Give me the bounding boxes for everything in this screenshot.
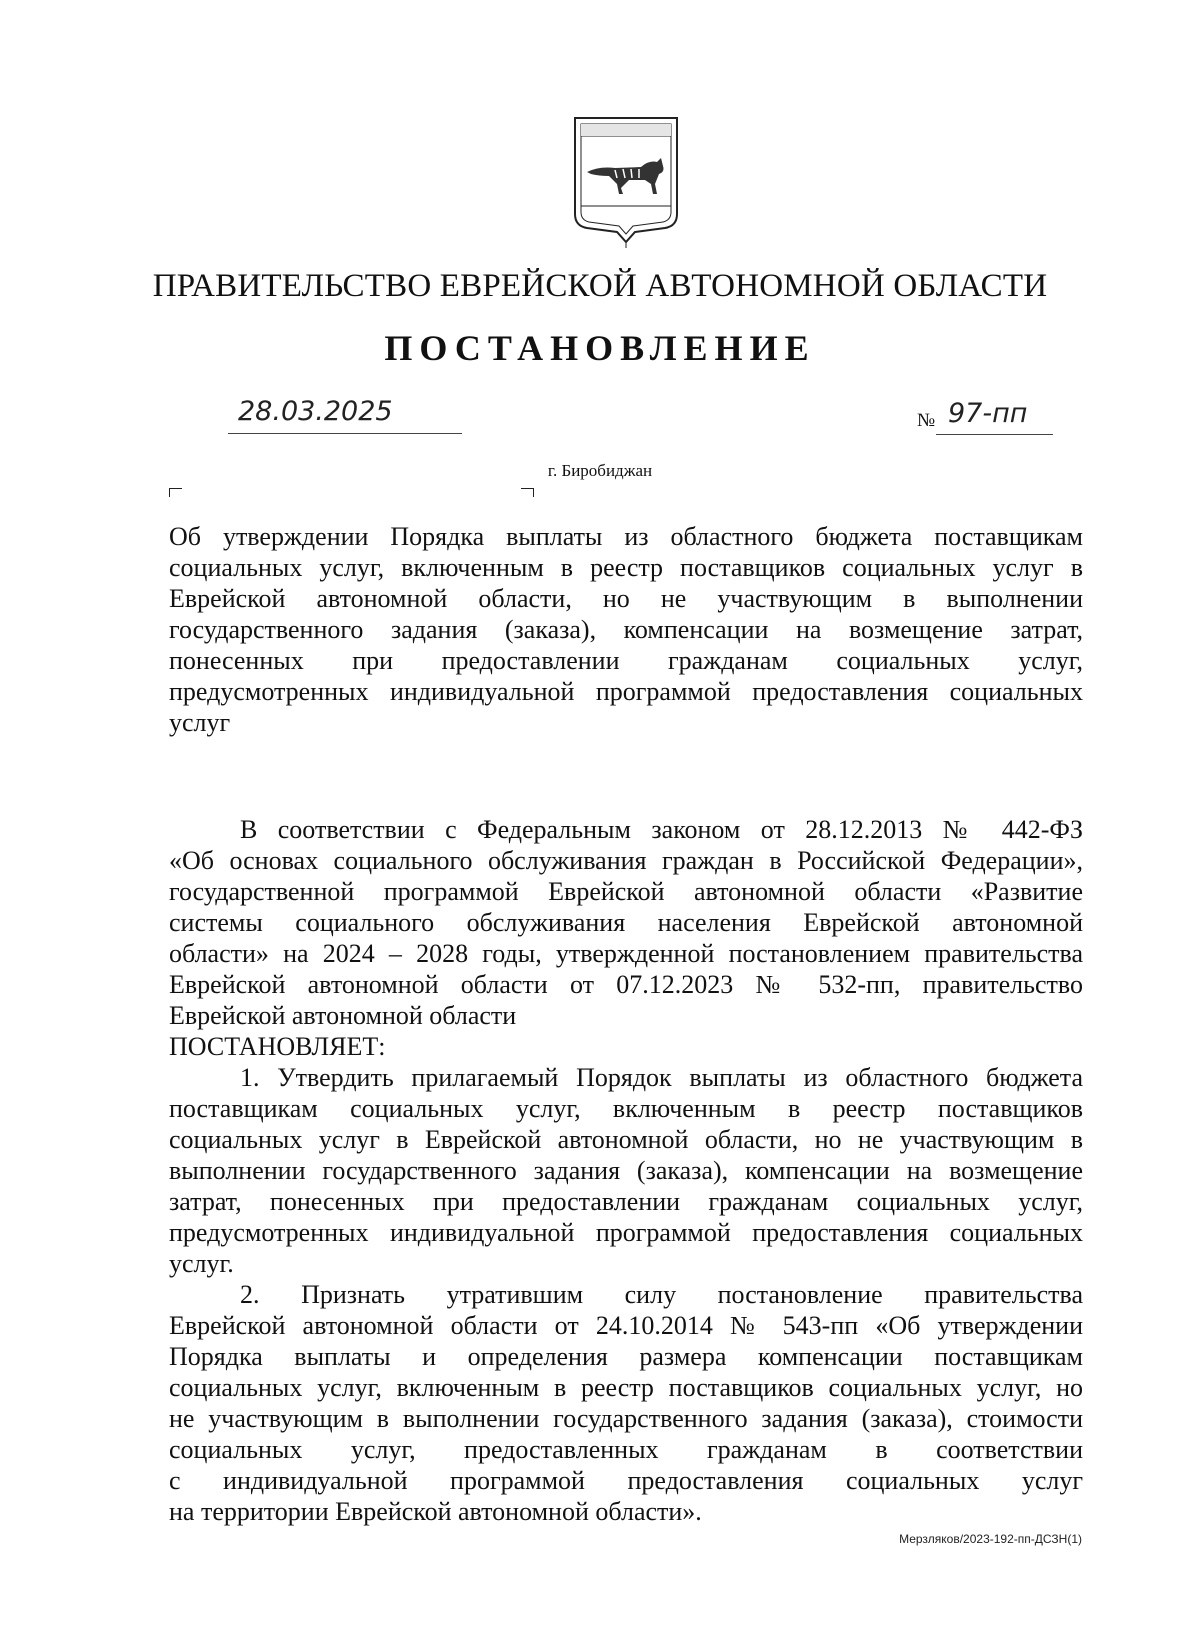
resolves-heading: ПОСТАНОВЛЯЕТ: <box>169 1032 386 1061</box>
city-name: г. Биробиджан <box>547 461 653 480</box>
item-1-line: затрат, понесенных при предоставлении гражданам социальных услуг, <box>169 1187 1083 1216</box>
item-2-line: с индивидуальной программой предоставления социальных услуг <box>169 1466 1083 1495</box>
subject-line: предусмотренных индивидуальной программой предоставления социальных <box>169 677 1083 706</box>
item-2-line: социальных услуг, включенным в реестр поставщиков социальных услуг, но <box>169 1373 1083 1402</box>
item-1-line: поставщикам социальных услуг, включенным в реестр поставщиков <box>169 1094 1083 1123</box>
document-registration-code: Мерзляков/2023-192-пп-ДСЗН(1) <box>899 1532 1082 1546</box>
document-date: 28.03.2025 <box>238 396 393 427</box>
document-body <box>169 814 1083 1527</box>
item-1-line: выполнении государственного задания (заказа), компенсации на возмещение <box>169 1156 1083 1185</box>
preamble-line: В соответствии с Федеральным законом от 28.12.2013 № 442-ФЗ <box>240 815 1083 844</box>
subject-line: социальных услуг, включенным в реестр поставщиков социальных услуг в <box>169 553 1083 582</box>
government-title: ПРАВИТЕЛЬСТВО ЕВРЕЙСКОЙ АВТОНОМНОЙ ОБЛАСТИ <box>152 268 1048 304</box>
subject-line: понесенных при предоставлении гражданам социальных услуг, <box>169 646 1083 675</box>
item-2-line: Порядка выплаты и определения размера компенсации поставщикам <box>169 1342 1083 1371</box>
preamble-line: Еврейской автономной области <box>169 1001 517 1030</box>
preamble-line: системы социального обслуживания населения Еврейской автономной <box>169 908 1083 937</box>
item-1-line: 1. Утвердить прилагаемый Порядок выплаты из областного бюджета <box>240 1063 1083 1092</box>
document-type-title: ПОСТАНОВЛЕНИЕ <box>384 328 816 368</box>
subject-line: услуг <box>169 708 231 737</box>
subject-line: государственного задания (заказа), компенсации на возмещение затрат, <box>169 615 1083 644</box>
preamble-line: «Об основах социального обслуживания граждан в Российской Федерации», <box>169 846 1083 875</box>
item-1-line: социальных услуг в Еврейской автономной области, но не участвующим в <box>169 1125 1083 1154</box>
item-1-line: предусмотренных индивидуальной программой предоставления социальных <box>169 1218 1083 1247</box>
subject-line: Об утверждении Порядка выплаты из областного бюджета поставщикам <box>169 522 1083 551</box>
number-sign: № <box>917 410 936 431</box>
item-2-line: Еврейской автономной области от 24.10.2014 № 543-пп «Об утверждении <box>169 1311 1083 1340</box>
item-2-line: социальных услуг, предоставленных гражданам в соответствии <box>169 1435 1083 1464</box>
item-2-line: не участвующим в выполнении государственного задания (заказа), стоимости <box>169 1404 1083 1433</box>
document-number: 97-пп <box>948 398 1028 429</box>
preamble-line: Еврейской автономной области от 07.12.2023 № 532-пп, правительство <box>169 970 1083 999</box>
subject-line: Еврейской автономной области, но не участвующим в выполнении <box>169 584 1083 613</box>
subject-bracket-right <box>521 488 534 497</box>
item-1-line: услуг. <box>169 1249 234 1278</box>
preamble-line: области» на 2024 – 2028 годы, утвержденной постановлением правительства <box>169 939 1083 968</box>
subject-bracket-left <box>169 488 182 497</box>
document-subject <box>169 521 1083 738</box>
item-2-line: 2. Признать утратившим силу постановление правительства <box>240 1280 1083 1309</box>
coat-of-arms-tiger-icon <box>569 114 683 250</box>
preamble-line: государственной программой Еврейской автономной области «Развитие <box>169 877 1083 906</box>
item-2-line: на территории Еврейской автономной области». <box>169 1497 702 1526</box>
